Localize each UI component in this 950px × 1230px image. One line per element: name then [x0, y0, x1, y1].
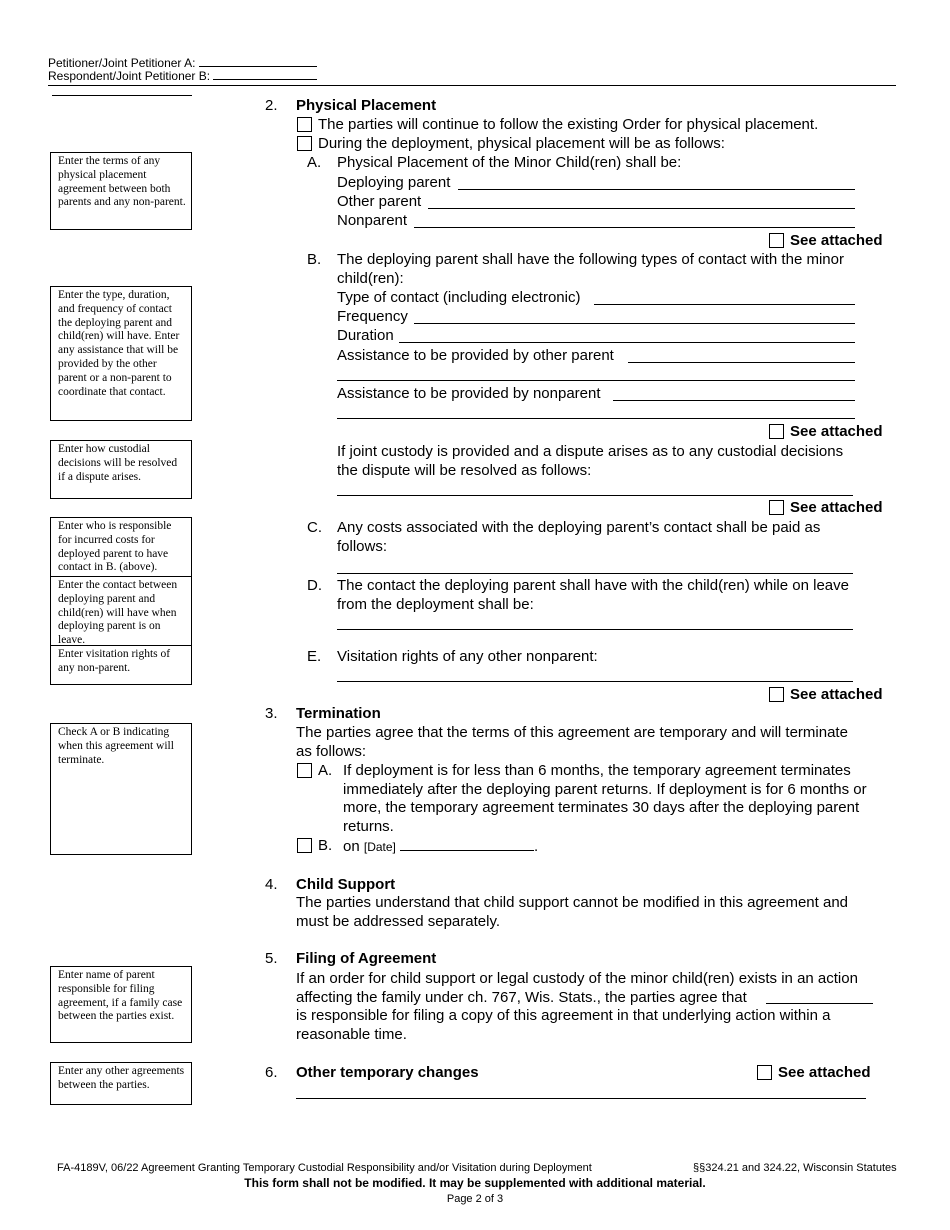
filing-text-3: is responsible for filing a copy of this agreement in that underlying action within a	[296, 1007, 831, 1024]
termination-date-field[interactable]	[400, 837, 534, 851]
termination-intro-2: as follows:	[296, 743, 367, 760]
item-a-text: Physical Placement of the Minor Child(ren) shall be:	[337, 154, 682, 171]
section-6-title: Other temporary changes	[296, 1064, 479, 1081]
termination-a-text-3: more, the temporary agreement terminates 30 days after the deploying parent	[343, 799, 860, 816]
section-2-number: 2.	[265, 97, 278, 114]
sidebar-note-placement: Enter the terms of any physical placement agreement between both parents and any non-parent.	[50, 152, 192, 230]
duration-label: Duration	[337, 327, 394, 344]
child-support-text-1: The parties understand that child support cannot be modified in this agreement and	[296, 894, 849, 911]
joint-custody-text-2: the dispute will be resolved as follows:	[337, 462, 592, 479]
footer-form-id: FA-4189V, 06/22 Agreement Granting Temporary Custodial Responsibility and/or Visitation during Deployment	[57, 1162, 592, 1174]
assist-nonparent-field[interactable]	[613, 400, 855, 401]
termination-a-text-4: returns.	[343, 818, 394, 835]
deployment-placement-label: During the deployment, physical placement will be as follows:	[318, 135, 725, 152]
sidebar-note-filing: Enter name of parent responsible for filing agreement, if a family case between the parties exist.	[50, 966, 192, 1043]
respondent-b-label: Respondent/Joint Petitioner B:	[48, 70, 317, 82]
section-3-number: 3.	[265, 705, 278, 722]
termination-b-line: on [Date] .	[343, 838, 539, 855]
sidebar-note-visitation: Enter visitation rights of any non-parent.	[50, 645, 192, 685]
section-5-number: 5.	[265, 950, 278, 967]
termination-a-letter: A.	[318, 762, 333, 779]
item-d-letter: D.	[307, 577, 322, 594]
other-parent-label: Other parent	[337, 193, 422, 210]
existing-order-label: The parties will continue to follow the existing Order for physical placement.	[318, 116, 819, 133]
deployment-placement-checkbox[interactable]	[297, 136, 312, 151]
termination-a-checkbox[interactable]	[297, 763, 312, 778]
see-attached-checkbox-dispute[interactable]	[769, 500, 784, 515]
assist-other-field[interactable]	[628, 362, 855, 363]
sidebar-note-termination: Check A or B indicating when this agreement will terminate.	[50, 723, 192, 855]
frequency-field[interactable]	[414, 323, 855, 324]
item-c-letter: C.	[307, 519, 322, 536]
existing-order-checkbox[interactable]	[297, 117, 312, 132]
see-attached-label-dispute: See attached	[790, 499, 883, 516]
item-e-letter: E.	[307, 648, 322, 665]
section-3-title: Termination	[296, 705, 381, 722]
visitation-field[interactable]	[337, 681, 853, 682]
section-2-title: Physical Placement	[296, 97, 437, 114]
filing-parent-field[interactable]	[766, 1003, 873, 1004]
section-5-title: Filing of Agreement	[296, 950, 437, 967]
termination-a-text-2: immediately after the deploying parent returns. If deployment is for 6 months or	[343, 781, 867, 798]
child-support-text-2: must be addressed separately.	[296, 913, 501, 930]
see-attached-label-a: See attached	[790, 232, 883, 249]
see-attached-label-other: See attached	[778, 1064, 871, 1081]
sidebar-note-other: Enter any other agreements between the parties.	[50, 1062, 192, 1105]
respondent-b-field[interactable]	[213, 79, 317, 80]
termination-b-on: on	[343, 838, 360, 855]
item-e-text: Visitation rights of any other nonparent:	[337, 648, 598, 665]
filing-text-1: If an order for child support or legal custody of the minor child(ren) exists in an action	[296, 970, 858, 987]
petitioner-a-label: Petitioner/Joint Petitioner A:	[48, 57, 317, 69]
dispute-resolution-field[interactable]	[337, 495, 853, 496]
see-attached-label-b: See attached	[790, 423, 883, 440]
sidebar-note-leave: Enter the contact between deploying parent and child(ren) will have when deploying parent is on leave.	[50, 576, 192, 646]
sidebar-note-dispute: Enter how custodial decisions will be resolved if a dispute arises.	[50, 440, 192, 499]
joint-custody-text-1: If joint custody is provided and a dispute arises as to any custodial decisions	[337, 443, 844, 460]
termination-b-checkbox[interactable]	[297, 838, 312, 853]
item-d-text-2: from the deployment shall be:	[337, 596, 534, 613]
see-attached-label-e: See attached	[790, 686, 883, 703]
assist-nonparent-label: Assistance to be provided by nonparent	[337, 385, 601, 402]
section-4-title: Child Support	[296, 876, 396, 893]
item-d-text-1: The contact the deploying parent shall have with the child(ren) while on leave	[337, 577, 849, 594]
assist-other-label: Assistance to be provided by other parent	[337, 347, 614, 364]
other-changes-field[interactable]	[296, 1098, 866, 1099]
header-rule	[48, 85, 896, 86]
filing-text-2: affecting the family under ch. 767, Wis. Stats., the parties agree that	[296, 989, 747, 1006]
type-of-contact-label: Type of contact (including electronic)	[337, 289, 581, 306]
nonparent-label: Nonparent	[337, 212, 408, 229]
see-attached-checkbox-other[interactable]	[757, 1065, 772, 1080]
nonparent-field[interactable]	[414, 227, 855, 228]
deploying-parent-field[interactable]	[458, 189, 855, 190]
footer-statutes: §§324.21 and 324.22, Wisconsin Statutes	[693, 1162, 897, 1174]
termination-b-letter: B.	[318, 837, 333, 854]
see-attached-checkbox-a[interactable]	[769, 233, 784, 248]
assist-other-field-2[interactable]	[337, 380, 855, 381]
type-of-contact-field[interactable]	[594, 304, 855, 305]
petitioner-a-field[interactable]	[199, 66, 317, 67]
item-a-letter: A.	[307, 154, 322, 171]
sidebar-note-contact: Enter the type, duration, and frequency of contact the deploying parent and child(ren) will have. Enter any assistance that will be provided by the other parent or a non-parent to coordinate that contact.	[50, 286, 192, 421]
item-b-letter: B.	[307, 251, 322, 268]
item-b-text-1: The deploying parent shall have the following types of contact with the minor	[337, 251, 844, 268]
section-4-number: 4.	[265, 876, 278, 893]
see-attached-checkbox-b[interactable]	[769, 424, 784, 439]
footer-notice: This form shall not be modified. It may be supplemented with additional material.	[244, 1176, 706, 1190]
costs-field[interactable]	[337, 573, 853, 574]
termination-intro-1: The parties agree that the terms of this agreement are temporary and will terminate	[296, 724, 848, 741]
item-b-text-2: child(ren):	[337, 270, 404, 287]
footer-page-number: Page 2 of 3	[446, 1193, 504, 1205]
deploying-parent-label: Deploying parent	[337, 174, 451, 191]
termination-date-label: [Date]	[363, 840, 396, 854]
item-c-text-2: follows:	[337, 538, 388, 555]
duration-field[interactable]	[399, 342, 855, 343]
section-6-number: 6.	[265, 1064, 278, 1081]
filing-text-4: reasonable time.	[296, 1026, 407, 1043]
item-c-text-1: Any costs associated with the deploying parent’s contact shall be paid as	[337, 519, 821, 536]
other-parent-field[interactable]	[428, 208, 855, 209]
frequency-label: Frequency	[337, 308, 408, 325]
termination-a-text-1: If deployment is for less than 6 months, the temporary agreement terminates	[343, 762, 851, 779]
see-attached-checkbox-e[interactable]	[769, 687, 784, 702]
assist-nonparent-field-2[interactable]	[337, 418, 855, 419]
leave-contact-field[interactable]	[337, 629, 853, 630]
sidebar-note-costs: Enter who is responsible for incurred costs for deployed parent to have contact in B. (above).	[50, 517, 192, 577]
sidebar-rule	[52, 95, 192, 96]
